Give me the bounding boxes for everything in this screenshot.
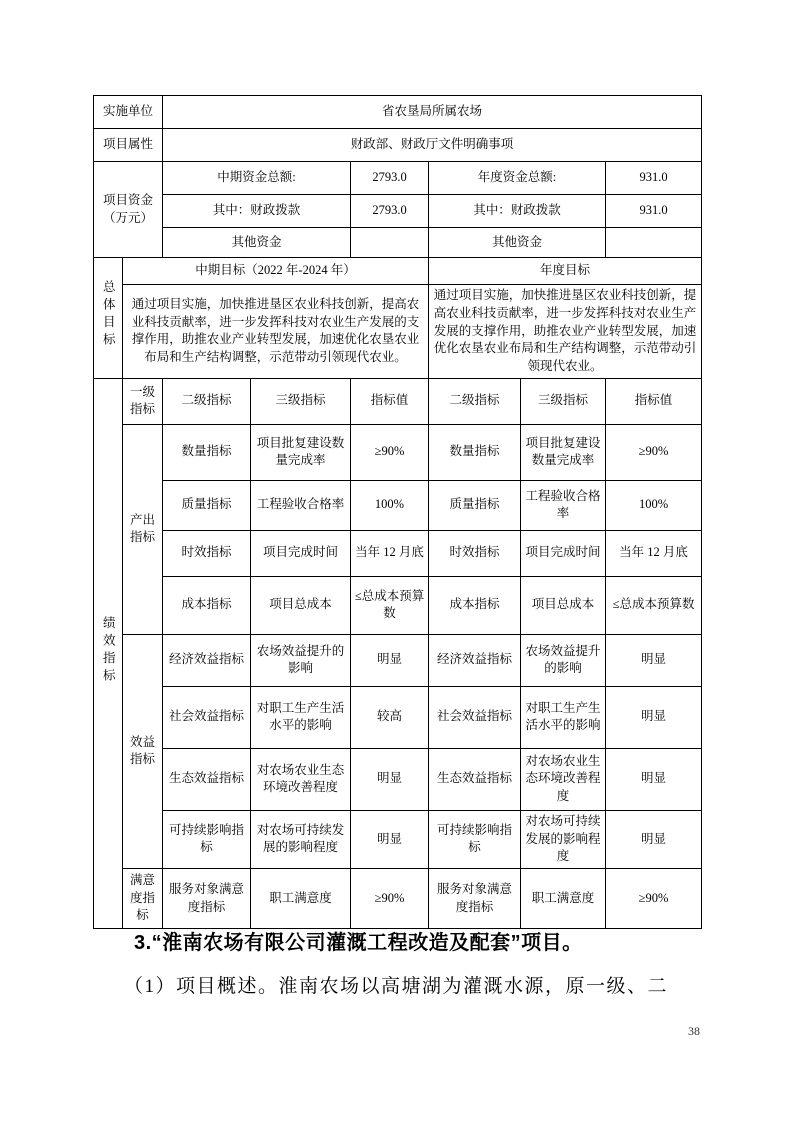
indicator-cell: 经济效益指标 xyxy=(429,634,521,686)
indicator-cell: 社会效益指标 xyxy=(163,686,251,748)
annual-other-funds-label: 其他资金 xyxy=(429,228,606,258)
indicator-cell: 成本指标 xyxy=(163,576,251,634)
table-row xyxy=(94,480,702,530)
indicator-cell: 可持续影响指标 xyxy=(163,810,251,868)
annual-goal-text: 通过项目实施，加快推进垦区农业科技创新，提高农业科技贡献率，进一步发挥科技对农业生产发展的支撑作用，助推农业产业转型发展，加速优化农垦农业布局和生产结构调整，示范带动引领现代农业。 xyxy=(429,285,702,379)
project-attribute-value: 财政部、财政厅文件明确事项 xyxy=(163,129,702,162)
indicator-value: 当年 12 月底 xyxy=(606,530,702,576)
indicator-value: ≤总成本预算数 xyxy=(606,576,702,634)
indicator-value: 明显 xyxy=(606,686,702,748)
indicator-value: 较高 xyxy=(351,686,429,748)
indicator-cell: 经济效益指标 xyxy=(163,634,251,686)
section-heading: 3.“淮南农场有限公司灌溉工程改造及配套”项目。 xyxy=(134,932,583,954)
indicator-cell: 项目批复建设数量完成率 xyxy=(521,424,606,480)
indicator-cell: 工程验收合格率 xyxy=(521,480,606,530)
header-level2-right: 二级指标 xyxy=(429,378,521,424)
indicator-value: 明显 xyxy=(606,634,702,686)
indicator-cell: 职工满意度 xyxy=(521,869,606,929)
body-paragraph: （1）项目概述。淮南农场以高塘湖为灌溉水源，原一级、二 xyxy=(124,976,669,997)
indicator-cell: 工程验收合格率 xyxy=(251,480,351,530)
indicator-value: 明显 xyxy=(606,748,702,810)
indicator-cell: 对农场可持续发展的影响程度 xyxy=(251,810,351,868)
indicator-cell: 质量指标 xyxy=(429,480,521,530)
table-row xyxy=(94,634,702,686)
implementing-unit-label: 实施单位 xyxy=(94,96,163,129)
table-row xyxy=(94,285,702,379)
implementing-unit-value: 省农垦局所属农场 xyxy=(163,96,702,129)
table-row xyxy=(94,162,702,195)
annual-fiscal-label: 其中：财政拨款 xyxy=(429,195,606,228)
indicator-cell: 对农场可持续发展的影响程度 xyxy=(521,810,606,868)
table-row xyxy=(94,378,702,424)
indicator-cell: 数量指标 xyxy=(429,424,521,480)
table-row xyxy=(94,530,702,576)
indicator-value: ≤总成本预算数 xyxy=(351,576,429,634)
indicator-value: 100% xyxy=(606,480,702,530)
indicator-value: 明显 xyxy=(606,810,702,868)
annual-goal-header: 年度目标 xyxy=(429,258,702,285)
performance-label xyxy=(94,378,123,928)
indicator-cell: 生态效益指标 xyxy=(429,748,521,810)
header-level3-right: 三级指标 xyxy=(521,378,606,424)
indicator-cell: 对农场农业生态环境改善程度 xyxy=(521,748,606,810)
indicator-value: ≥90% xyxy=(606,869,702,929)
indicator-cell: 农场效益提升的影响 xyxy=(251,634,351,686)
indicator-cell: 项目完成时间 xyxy=(521,530,606,576)
indicator-value: 明显 xyxy=(351,748,429,810)
indicator-cell: 项目批复建设数量完成率 xyxy=(251,424,351,480)
header-value-right: 指标值 xyxy=(606,378,702,424)
annual-other-funds-value xyxy=(606,228,702,258)
project-attribute-label: 项目属性 xyxy=(94,129,163,162)
mid-fiscal-value: 2793.0 xyxy=(351,195,429,228)
overall-goal-label xyxy=(94,258,123,379)
indicator-cell: 时效指标 xyxy=(163,530,251,576)
indicator-cell: 时效指标 xyxy=(429,530,521,576)
project-performance-table xyxy=(93,95,702,929)
indicator-value: 100% xyxy=(351,480,429,530)
performance-label-text: 绩效指标 xyxy=(101,615,116,686)
indicator-cell: 服务对象满意度指标 xyxy=(163,869,251,929)
header-value-left: 指标值 xyxy=(351,378,429,424)
table-row xyxy=(94,748,702,810)
mid-total-label: 中期资金总额: xyxy=(163,162,351,195)
indicator-cell: 项目总成本 xyxy=(251,576,351,634)
indicator-cell: 农场效益提升的影响 xyxy=(521,634,606,686)
indicator-value: ≥90% xyxy=(351,424,429,480)
indicator-value: 当年 12 月底 xyxy=(351,530,429,576)
group-output-label: 产出指标 xyxy=(123,424,163,634)
mid-total-value: 2793.0 xyxy=(351,162,429,195)
indicator-cell: 项目总成本 xyxy=(521,576,606,634)
table-row xyxy=(94,96,702,129)
indicator-cell: 数量指标 xyxy=(163,424,251,480)
indicator-cell: 对职工生产生活水平的影响 xyxy=(521,686,606,748)
page-number: 38 xyxy=(688,1024,700,1038)
table-row xyxy=(94,576,702,634)
table-row xyxy=(94,258,702,285)
indicator-cell: 社会效益指标 xyxy=(429,686,521,748)
indicator-cell: 对农场农业生态环境改善程度 xyxy=(251,748,351,810)
indicator-cell: 服务对象满意度指标 xyxy=(429,869,521,929)
header-level3-left: 三级指标 xyxy=(251,378,351,424)
indicator-value: 明显 xyxy=(351,634,429,686)
mid-fiscal-label: 其中：财政拨款 xyxy=(163,195,351,228)
indicator-value: 明显 xyxy=(351,810,429,868)
group-benefit-label: 效益指标 xyxy=(123,634,163,868)
indicator-cell: 可持续影响指标 xyxy=(429,810,521,868)
mid-other-funds-label: 其他资金 xyxy=(163,228,351,258)
table-row xyxy=(94,129,702,162)
table-row xyxy=(94,424,702,480)
table-row xyxy=(94,195,702,228)
table-row xyxy=(94,686,702,748)
header-level1: 一级指标 xyxy=(123,378,163,424)
mid-goal-header: 中期目标（2022 年-2024 年） xyxy=(123,258,429,285)
annual-fiscal-value: 931.0 xyxy=(606,195,702,228)
group-satisfaction-label: 满意度指标 xyxy=(123,869,163,929)
annual-total-label: 年度资金总额: xyxy=(429,162,606,195)
indicator-cell: 职工满意度 xyxy=(251,869,351,929)
indicator-cell: 生态效益指标 xyxy=(163,748,251,810)
indicator-cell: 项目完成时间 xyxy=(251,530,351,576)
indicator-cell: 成本指标 xyxy=(429,576,521,634)
indicator-value: ≥90% xyxy=(351,869,429,929)
header-level2-left: 二级指标 xyxy=(163,378,251,424)
table-row xyxy=(94,228,702,258)
mid-other-funds-value xyxy=(351,228,429,258)
indicator-cell: 对职工生产生活水平的影响 xyxy=(251,686,351,748)
indicator-cell: 质量指标 xyxy=(163,480,251,530)
mid-goal-text: 通过项目实施，加快推进垦区农业科技创新，提高农业科技贡献率，进一步发挥科技对农业生产发展的支撑作用，助推农业产业转型发展，加速优化农垦农业布局和生产结构调整，示范带动引领现代农业。 xyxy=(123,285,429,379)
funding-label: 项目资金（万元） xyxy=(94,162,163,258)
table-row xyxy=(94,810,702,868)
table-row xyxy=(94,869,702,929)
annual-total-value: 931.0 xyxy=(606,162,702,195)
overall-goal-label-text: 总体目标 xyxy=(101,280,116,350)
indicator-value: ≥90% xyxy=(606,424,702,480)
